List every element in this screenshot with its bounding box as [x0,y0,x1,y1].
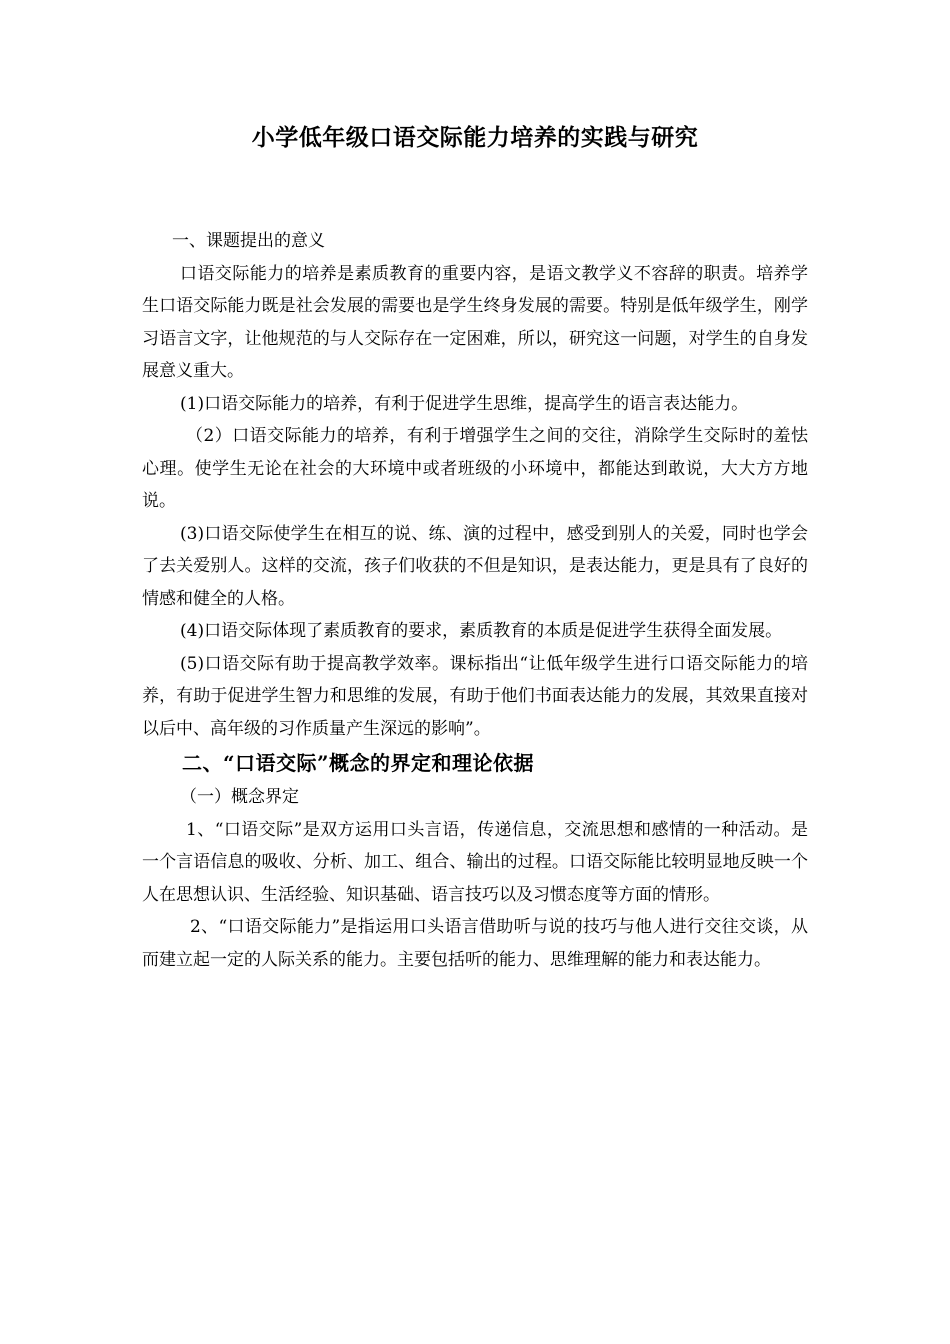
definition2-paragraph: 2、“口语交际能力”是指运用口头语言借助听与说的技巧与他人进行交往交谈，从而建立起一定的人际关系的能力。主要包括听的能力、思维理解的能力和表达能力。 [142,917,808,970]
document-title: 小学低年级口语交际能力培养的实践与研究 [251,124,699,151]
point4-paragraph: (4)口语交际体现了素质教育的要求，素质教育的本质是促进学生获得全面发展。 [180,621,783,641]
section1-heading: 一、课题提出的意义 [172,231,325,251]
point1-paragraph: (1)口语交际能力的培养，有利于促进学生思维，提高学生的语言表达能力。 [180,393,749,414]
section2-heading: 二、“口语交际”概念的界定和理论依据 [182,751,535,775]
document-body [142,225,808,976]
point5-paragraph: (5)口语交际有助于提高教学效率。课标指出“让低年级学生进行口语交际能力的培养，有助于促进学生智力和思维的发展，有助于他们书面表达能力的发展，其效果直接对以后中、高年级的习作质量产生深远的影响”。 [142,653,808,739]
section1-intro-paragraph: 口语交际能力的培养是素质教育的重要内容，是语文教学义不容辞的职责。培养学生口语交际能力既是社会发展的需要也是学生终身发展的需要。特别是低年级学生，刚学习语言文字，让他规范的与人交际存在一定困难，所以，研究这一问题，对学生的自身发展意义重大。 [142,263,808,381]
point2-paragraph: （2）口语交际能力的培养，有利于增强学生之间的交往，消除学生交际时的羞怯心理。使学生无论在社会的大环境中或者班级的小环境中，都能达到敢说，大大方方地说。 [142,426,808,511]
subsection1-heading: （一）概念界定 [180,787,299,807]
definition1-paragraph: 1、“口语交际”是双方运用口头言语，传递信息，交流思想和感情的一种活动。是一个言语信息的吸收、分析、加工、组合、输出的过程。口语交际能比较明显地反映一个人在思想认识、生活经验、知识基础、语言技巧以及习惯态度等方面的情形。 [142,819,808,905]
point3-paragraph: (3)口语交际使学生在相互的说、练、演的过程中，感受到别人的关爱，同时也学会了去关爱别人。这样的交流，孩子们收获的不但是知识，是表达能力，更是具有了良好的情感和健全的人格。 [142,523,808,609]
